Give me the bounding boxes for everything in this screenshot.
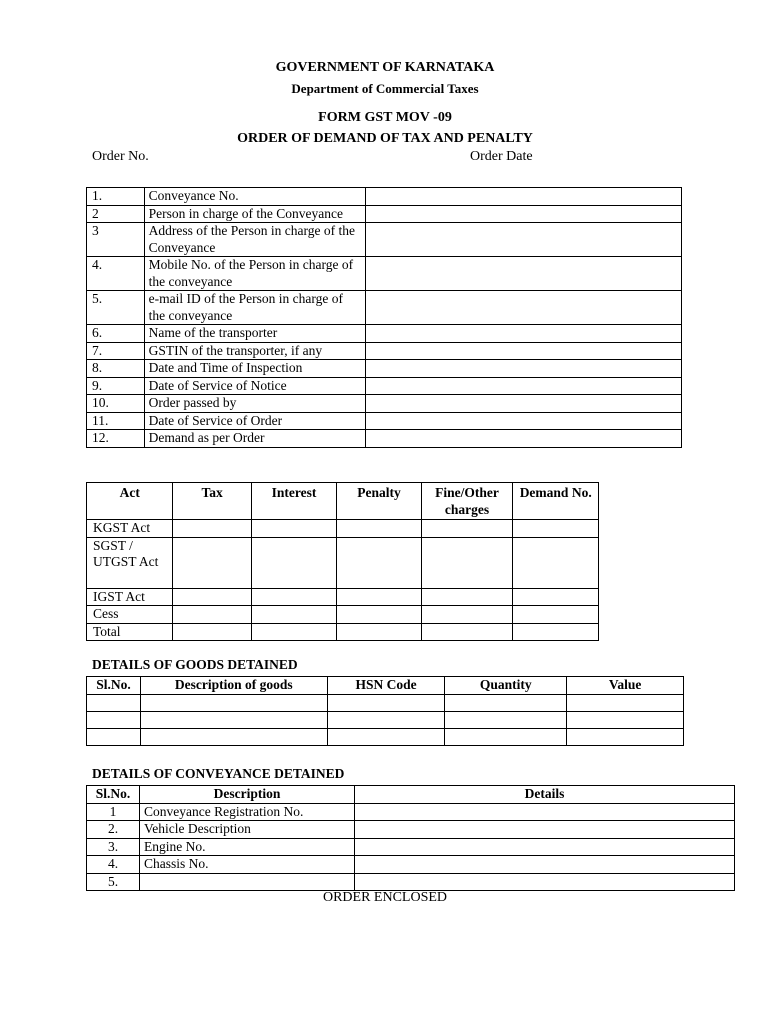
row-number: 3	[87, 223, 145, 257]
cell[interactable]	[327, 711, 445, 728]
act-name: Cess	[87, 606, 173, 624]
row-value-field[interactable]	[366, 205, 682, 223]
row-value-field[interactable]	[366, 360, 682, 378]
row-number: 5.	[87, 291, 145, 325]
cell[interactable]	[251, 606, 337, 624]
row-value-field[interactable]	[366, 257, 682, 291]
conveyance-info-table	[86, 187, 682, 448]
cell[interactable]	[337, 588, 421, 606]
cell[interactable]	[87, 728, 141, 745]
cell[interactable]	[567, 694, 684, 711]
cell[interactable]	[567, 711, 684, 728]
table-row	[87, 360, 682, 378]
row-value-field[interactable]	[366, 342, 682, 360]
col-header-sl-no: Sl.No.	[87, 786, 140, 804]
act-name: SGST / UTGST Act	[87, 537, 173, 588]
cell[interactable]	[140, 728, 327, 745]
act-name: Total	[87, 623, 173, 641]
order-date-label: Order Date	[470, 149, 533, 164]
table-header-row	[87, 786, 735, 804]
details-field[interactable]	[355, 873, 735, 891]
table-row	[87, 588, 599, 606]
row-value-field[interactable]	[366, 291, 682, 325]
table-row	[87, 188, 682, 206]
cell[interactable]	[513, 606, 599, 624]
table-row	[87, 342, 682, 360]
row-label: Date of Service of Notice	[144, 377, 365, 395]
row-label: Address of the Person in charge of the Conveyance	[144, 223, 365, 257]
table-row	[87, 395, 682, 413]
goods-detained-table	[86, 676, 684, 746]
col-header-act: Act	[87, 483, 173, 520]
row-number: 8.	[87, 360, 145, 378]
row-label: Date of Service of Order	[144, 412, 365, 430]
form-number: FORM GST MOV -09	[318, 110, 452, 125]
table-row	[87, 325, 682, 343]
row-number: 9.	[87, 377, 145, 395]
cell[interactable]	[513, 623, 599, 641]
table-row	[87, 623, 599, 641]
cell[interactable]	[173, 606, 251, 624]
sl-no: 3.	[87, 838, 140, 856]
details-field[interactable]	[355, 803, 735, 821]
col-header-demand-no: Demand No.	[513, 483, 599, 520]
cell[interactable]	[421, 537, 513, 588]
sl-no: 1	[87, 803, 140, 821]
table-row	[87, 430, 682, 448]
table-row	[87, 412, 682, 430]
table-row	[87, 821, 735, 839]
description	[140, 873, 355, 891]
table-row	[87, 257, 682, 291]
table-row	[87, 803, 735, 821]
row-value-field[interactable]	[366, 430, 682, 448]
cell[interactable]	[445, 694, 567, 711]
col-header-interest: Interest	[251, 483, 337, 520]
cell[interactable]	[421, 623, 513, 641]
cell[interactable]	[251, 537, 337, 588]
conveyance-detained-table	[86, 785, 735, 891]
row-label: Conveyance No.	[144, 188, 365, 206]
table-row	[87, 873, 735, 891]
table-row	[87, 537, 599, 588]
row-number: 4.	[87, 257, 145, 291]
table-row	[87, 606, 599, 624]
cell[interactable]	[140, 694, 327, 711]
cell[interactable]	[513, 537, 599, 588]
table-row	[87, 223, 682, 257]
details-field[interactable]	[355, 856, 735, 874]
order-no-label: Order No.	[92, 149, 149, 164]
col-header-penalty: Penalty	[337, 483, 421, 520]
cell[interactable]	[445, 728, 567, 745]
act-name: KGST Act	[87, 520, 173, 538]
cell[interactable]	[251, 520, 337, 538]
col-header-sl-no: Sl.No.	[87, 677, 141, 695]
cell[interactable]	[173, 623, 251, 641]
table-row	[87, 520, 599, 538]
row-number: 2	[87, 205, 145, 223]
row-label: GSTIN of the transporter, if any	[144, 342, 365, 360]
description: Engine No.	[140, 838, 355, 856]
goods-section-heading: DETAILS OF GOODS DETAINED	[92, 657, 298, 672]
cell[interactable]	[327, 728, 445, 745]
col-header-fine: Fine/Other charges	[421, 483, 513, 520]
cell[interactable]	[445, 711, 567, 728]
col-header-hsn-code: HSN Code	[327, 677, 445, 695]
cell[interactable]	[87, 694, 141, 711]
cell[interactable]	[251, 588, 337, 606]
col-header-details: Details	[355, 786, 735, 804]
row-label: Demand as per Order	[144, 430, 365, 448]
sl-no: 2.	[87, 821, 140, 839]
row-number: 11.	[87, 412, 145, 430]
table-row	[87, 711, 684, 728]
cell[interactable]	[173, 537, 251, 588]
row-number: 6.	[87, 325, 145, 343]
description: Vehicle Description	[140, 821, 355, 839]
table-row	[87, 856, 735, 874]
department-heading: Department of Commercial Taxes	[291, 81, 479, 96]
table-row	[87, 291, 682, 325]
row-label: Person in charge of the Conveyance	[144, 205, 365, 223]
row-label: e-mail ID of the Person in charge of the conveyance	[144, 291, 365, 325]
col-header-quantity: Quantity	[445, 677, 567, 695]
row-value-field[interactable]	[366, 325, 682, 343]
table-row	[87, 838, 735, 856]
cell[interactable]	[567, 728, 684, 745]
description: Chassis No.	[140, 856, 355, 874]
col-header-description: Description	[140, 786, 355, 804]
table-header-row	[87, 483, 599, 520]
cell[interactable]	[173, 588, 251, 606]
table-row	[87, 694, 684, 711]
cell[interactable]	[513, 588, 599, 606]
sl-no: 4.	[87, 856, 140, 874]
row-label: Order passed by	[144, 395, 365, 413]
row-label: Mobile No. of the Person in charge of the conveyance	[144, 257, 365, 291]
cell[interactable]	[421, 606, 513, 624]
cell[interactable]	[337, 623, 421, 641]
cell[interactable]	[421, 588, 513, 606]
government-heading: GOVERNMENT OF KARNATAKA	[275, 60, 495, 75]
details-field[interactable]	[355, 838, 735, 856]
col-header-value: Value	[567, 677, 684, 695]
row-number: 12.	[87, 430, 145, 448]
row-value-field[interactable]	[366, 188, 682, 206]
table-row	[87, 728, 684, 745]
cell[interactable]	[337, 606, 421, 624]
row-number: 7.	[87, 342, 145, 360]
table-row	[87, 377, 682, 395]
row-value-field[interactable]	[366, 412, 682, 430]
row-value-field[interactable]	[366, 395, 682, 413]
row-number: 10.	[87, 395, 145, 413]
cell[interactable]	[251, 623, 337, 641]
cell[interactable]	[337, 520, 421, 538]
form-title: ORDER OF DEMAND OF TAX AND PENALTY	[237, 131, 533, 146]
row-label: Name of the transporter	[144, 325, 365, 343]
tax-demand-table	[86, 482, 599, 641]
act-name: IGST Act	[87, 588, 173, 606]
cell[interactable]	[421, 520, 513, 538]
order-enclosed-note: ORDER ENCLOSED	[322, 890, 448, 905]
cell[interactable]	[173, 520, 251, 538]
col-header-tax: Tax	[173, 483, 251, 520]
cell[interactable]	[327, 694, 445, 711]
row-label: Date and Time of Inspection	[144, 360, 365, 378]
col-header-description: Description of goods	[140, 677, 327, 695]
row-value-field[interactable]	[366, 223, 682, 257]
cell[interactable]	[87, 711, 141, 728]
description: Conveyance Registration No.	[140, 803, 355, 821]
sl-no: 5.	[87, 873, 140, 891]
details-field[interactable]	[355, 821, 735, 839]
conveyance-section-heading: DETAILS OF CONVEYANCE DETAINED	[92, 766, 345, 781]
table-row	[87, 205, 682, 223]
cell[interactable]	[513, 520, 599, 538]
row-number: 1.	[87, 188, 145, 206]
row-value-field[interactable]	[366, 377, 682, 395]
table-header-row	[87, 677, 684, 695]
cell[interactable]	[337, 537, 421, 588]
cell[interactable]	[140, 711, 327, 728]
